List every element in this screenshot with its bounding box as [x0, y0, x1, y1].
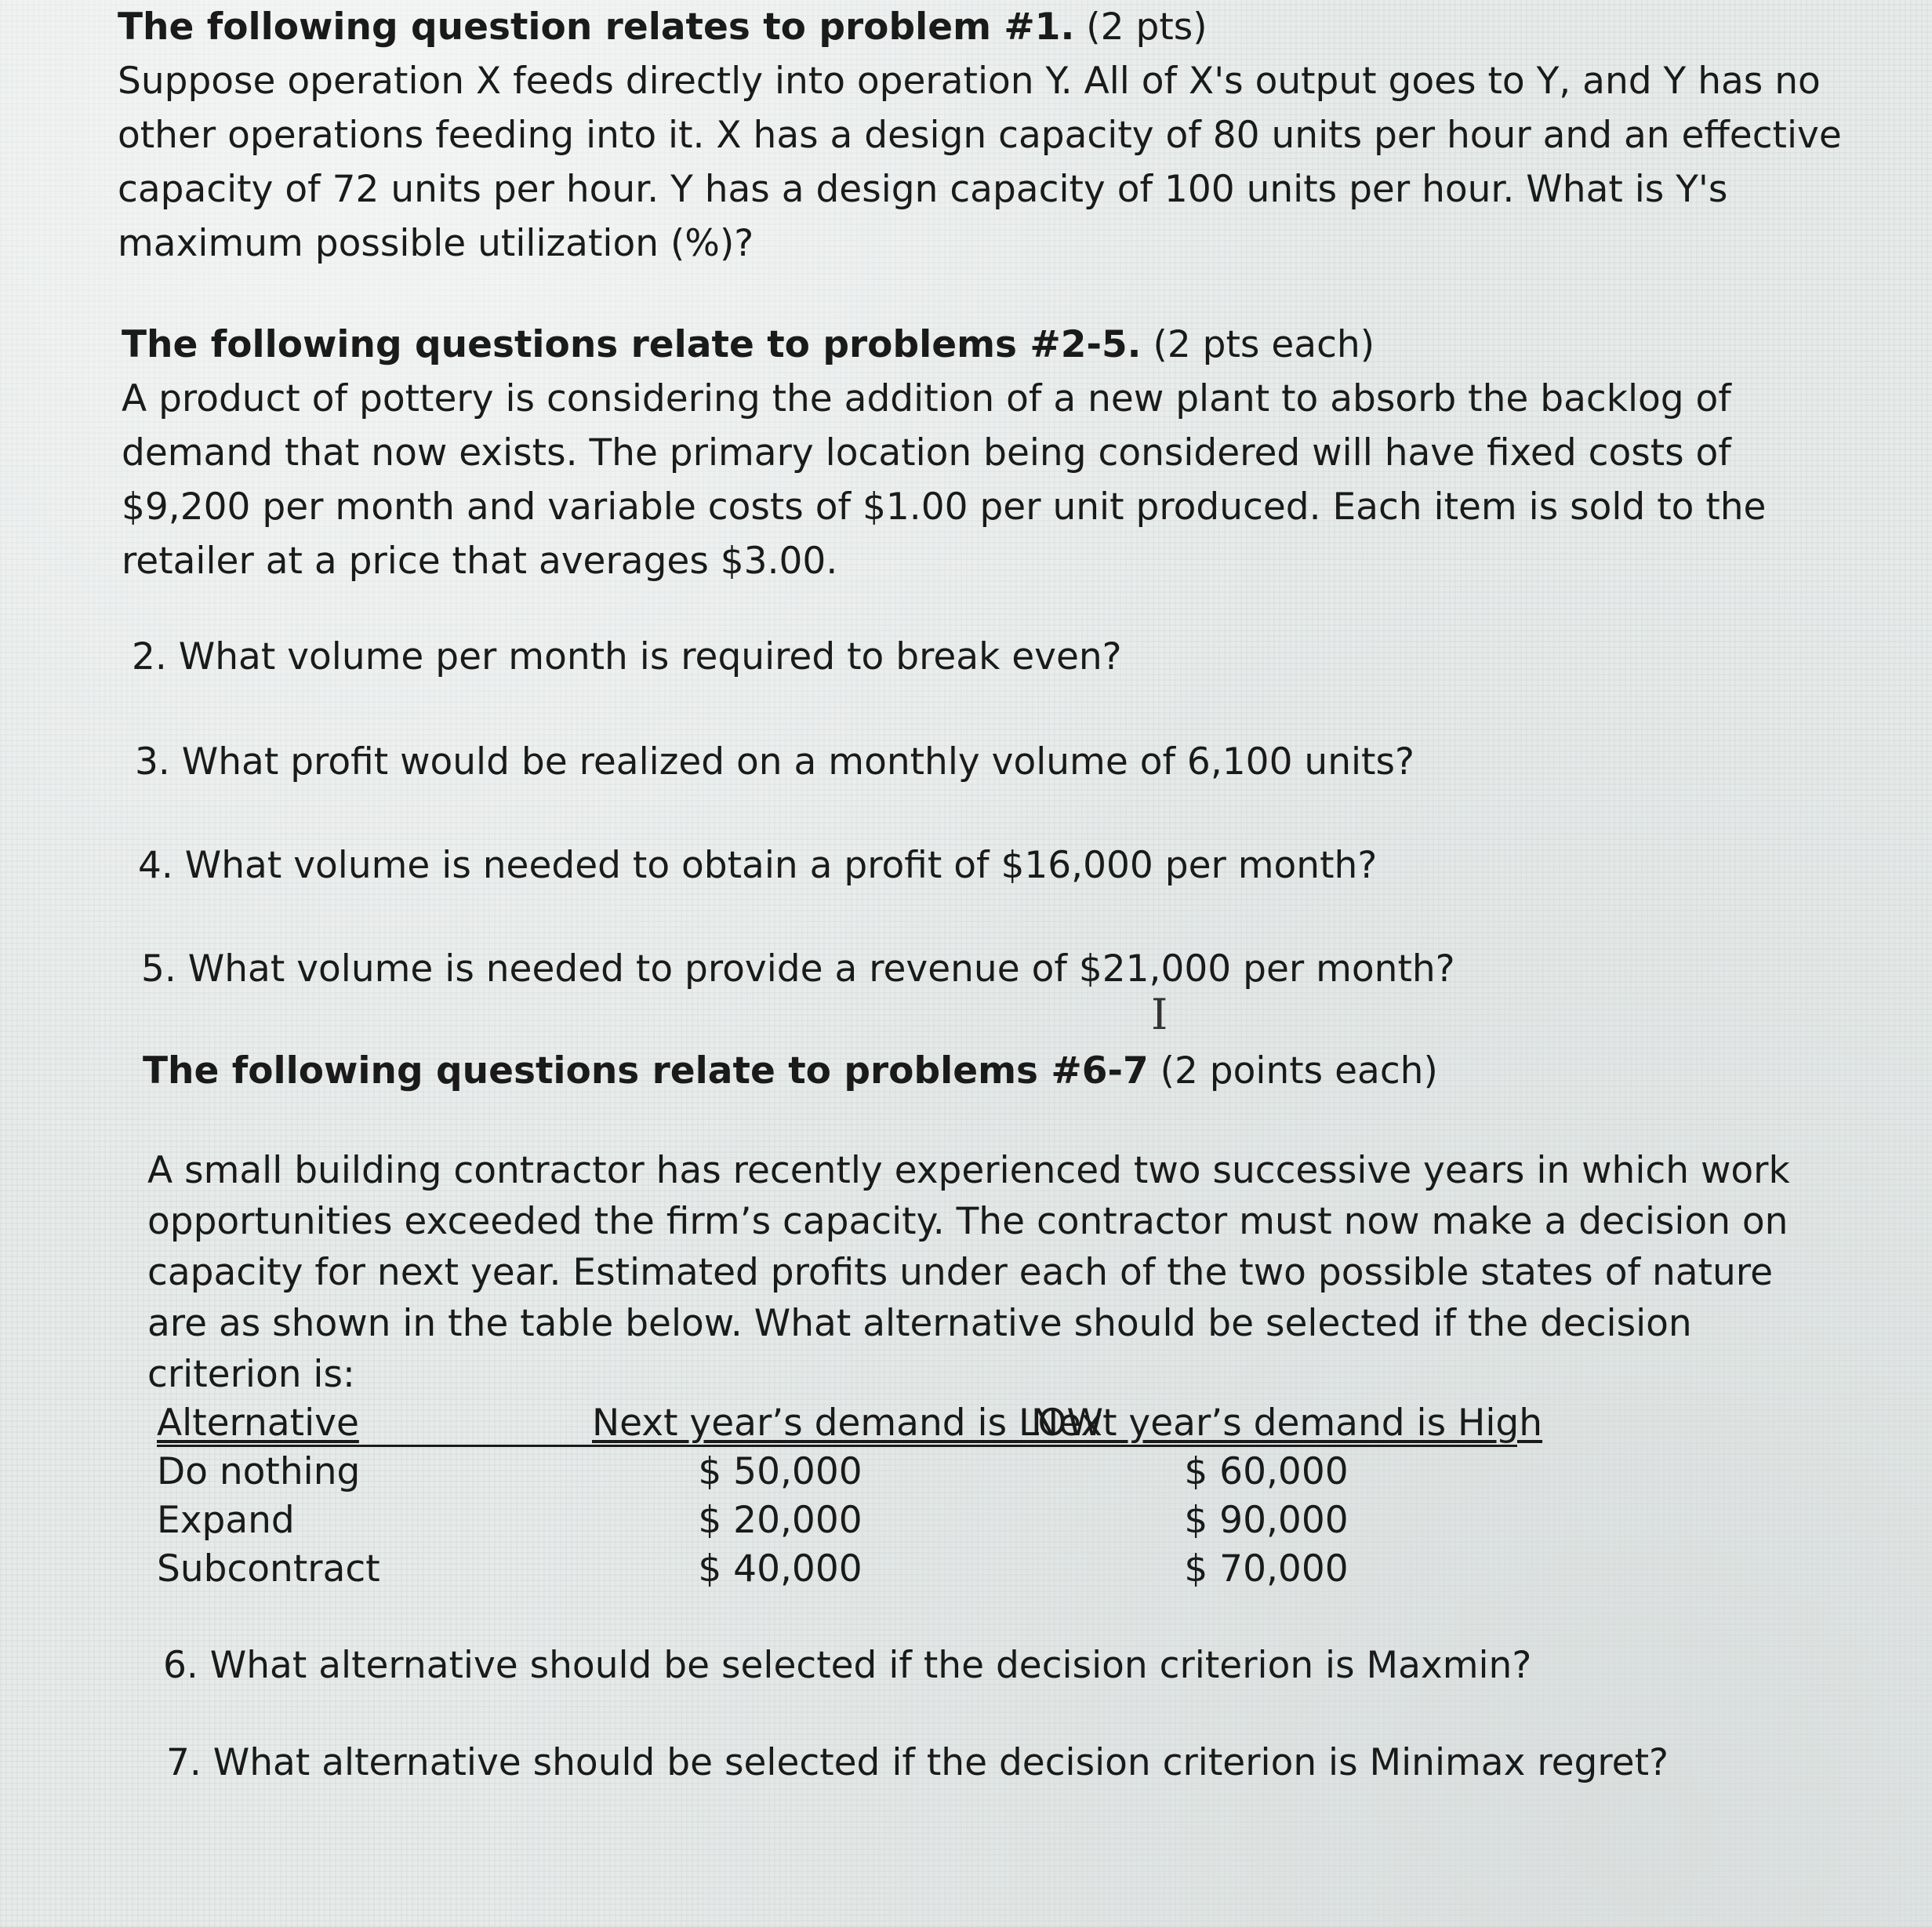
header-rule: [157, 1445, 1517, 1447]
question-7: 7. What alternative should be selected if the decision criterion is Minimax regret?: [166, 1741, 1669, 1784]
section-3-title: [143, 1048, 1438, 1095]
section-problems-2-5: [122, 318, 1776, 588]
header-alternative: Alternative: [157, 1402, 359, 1445]
question-6: 6. What alternative should be selected if the decision criterion is Maxmin?: [163, 1644, 1532, 1687]
cell-high: $ 70,000: [1184, 1547, 1349, 1591]
section-3-heading: The following questions relate to problems #6-7: [143, 1049, 1149, 1093]
table-row: [157, 1545, 1537, 1594]
section-2-body: A product of pottery is considering the addition of a new plant to absorb the backlog of demand that now exists. The primary location being considered will have fixed costs of $9,200 per month and variable costs of $1.00 per unit produced. Each item is sold to the retailer at a price that averages $3.00.: [122, 377, 1767, 583]
section-1-heading: The following question relates to problem #1.: [118, 5, 1075, 49]
header-demand-low: Next year’s demand is LOW: [592, 1402, 1104, 1445]
section-1-title: [118, 0, 1858, 54]
row-label: Do nothing: [157, 1450, 361, 1493]
section-1-points: (2 pts): [1074, 5, 1208, 49]
table-row: [157, 1448, 1537, 1496]
section-3-points: (2 points each): [1148, 1049, 1438, 1093]
cell-low: $ 20,000: [698, 1499, 862, 1542]
row-label: Subcontract: [157, 1547, 380, 1591]
section-2-points: (2 pts each): [1141, 323, 1375, 366]
question-5: 5. What volume is needed to provide a revenue of $21,000 per month?: [141, 947, 1455, 991]
section-3-body-block: [147, 1145, 1802, 1400]
cell-low: $ 50,000: [698, 1450, 862, 1493]
header-demand-high: Next year’s demand is High: [1031, 1402, 1543, 1445]
cell-low: $ 40,000: [698, 1547, 862, 1591]
text-cursor-icon: I: [1151, 990, 1168, 1039]
cell-high: $ 90,000: [1184, 1499, 1349, 1542]
table-row: [157, 1496, 1537, 1545]
cell-high: $ 60,000: [1184, 1450, 1349, 1493]
section-2-heading: The following questions relate to problems #2-5.: [122, 323, 1142, 366]
section-2-title: [122, 318, 1776, 372]
question-3: 3. What profit would be realized on a monthly volume of 6,100 units?: [135, 740, 1414, 784]
payoff-table: [157, 1399, 1543, 1594]
table-header-row: [157, 1399, 1543, 1448]
question-2: 2. What volume per month is required to break even?: [132, 635, 1122, 678]
section-problem-1: [118, 0, 1858, 271]
row-label: Expand: [157, 1499, 295, 1542]
section-1-body: Suppose operation X feeds directly into operation Y. All of X's output goes to Y, and Y has no other operations feeding into it. X has a design capacity of 80 units per hour and an effective capacity of 72 units per hour. Y has a design capacity of 100 units per hour. What is Y's maximum possible utilization (%)?: [118, 60, 1842, 265]
section-3-body: A small building contractor has recently experienced two successive years in which work opportunities exceeded the firm’s capacity. The contractor must now make a decision on capacity for next year. Estimated profits under each of the two possible states of nature are as shown in the table below. What alternative should be selected if the decision criterion is:: [147, 1149, 1790, 1396]
question-4: 4. What volume is needed to obtain a profit of $16,000 per month?: [138, 844, 1378, 887]
